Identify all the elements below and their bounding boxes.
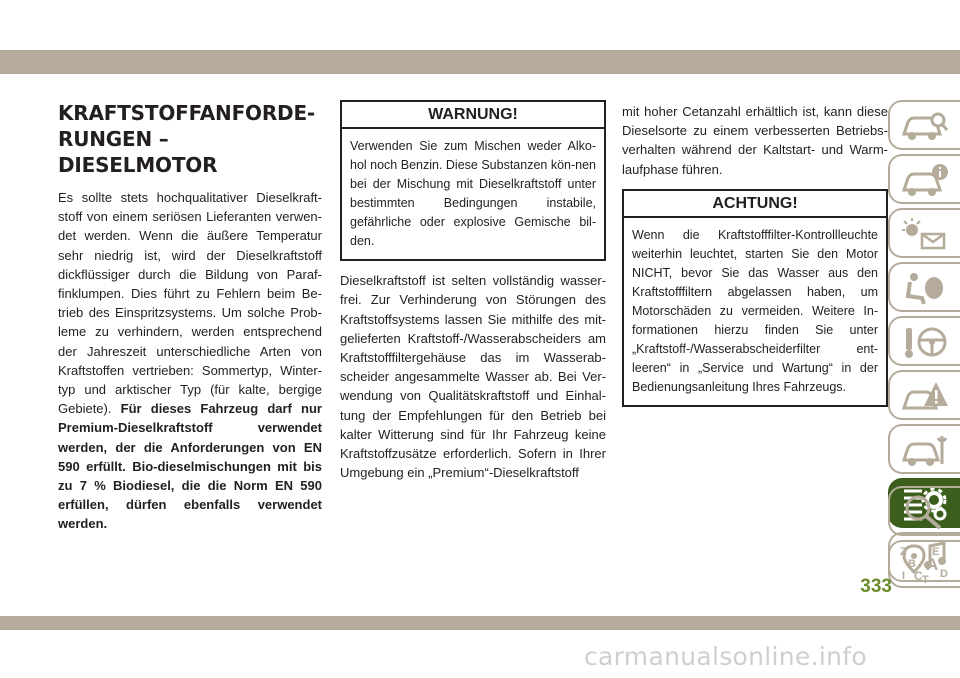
tab-customer-assistance[interactable] bbox=[888, 486, 960, 536]
index-letter: T bbox=[922, 574, 929, 586]
tab-safety[interactable] bbox=[888, 154, 960, 204]
lights-message-icon bbox=[900, 216, 950, 252]
tab-in-emergency[interactable] bbox=[888, 262, 960, 312]
index-letter: Z bbox=[900, 546, 907, 558]
cetane-paragraph: mit hoher Cetanzahl erhältlich ist, kann diese Dieselsorte zu einem verbesserten Betriebs-verhalten während der Kaltstart- und Warm-laufphase führen. bbox=[622, 104, 888, 177]
heading-line-2: RUNGEN – DIESELMOTOR bbox=[58, 127, 218, 177]
index-letter: B bbox=[908, 558, 916, 570]
intro-paragraph bbox=[58, 188, 322, 534]
tab-index[interactable] bbox=[888, 540, 960, 588]
tab-vehicle-overview[interactable] bbox=[888, 100, 960, 150]
header-bar bbox=[0, 50, 960, 74]
warning-box bbox=[340, 100, 606, 261]
tab-warning-lights[interactable] bbox=[888, 208, 960, 258]
tab-roadside[interactable] bbox=[888, 370, 960, 420]
footer-bar bbox=[0, 616, 960, 630]
tab-service-maintenance[interactable] bbox=[888, 424, 960, 474]
column-2 bbox=[340, 100, 606, 482]
caution-text: Wenn die Kraftstofffilter-Kontrollleuchte weiterhin leuchtet, starten Sie den Motor NICHT, bevor Sie das Wasser aus den Kraftstofffiltern abgelassen haben, um Motorschäden zu vermeiden. Weitere In-formationen hierzu finden Sie unter „Kraftstoff-/Wasserabscheiderfilter ent-leeren“ in „Service und Wartung“ in der Bedienungsanleitung Ihres Fahrzeugs. bbox=[632, 228, 878, 395]
section-heading bbox=[58, 100, 322, 178]
magnifier-icon bbox=[900, 494, 950, 530]
column-3 bbox=[622, 102, 888, 417]
car-info-icon bbox=[900, 162, 950, 198]
column-1 bbox=[58, 100, 322, 534]
seat-airbag-icon bbox=[900, 270, 950, 306]
index-letter: A bbox=[926, 555, 939, 574]
caution-title: ACHTUNG! bbox=[624, 191, 886, 218]
fuel-requirement-text: Für dieses Fahrzeug darf nur Premium-Dieselkraftstoff verwendet werden, der die Anforderungen von EN 590 erfüllt. Bio-dieselmischungen mit bis zu 7 % Biodiesel, die die Norm EN 590 erfüllen, dürfen ebenfalls verwendet werden. bbox=[58, 401, 322, 532]
heading-line-1: KRAFTSTOFFANFORDE- bbox=[58, 101, 316, 125]
water-paragraph: Dieselkraftstoff ist selten vollständig wasser-frei. Zur Verhinderung von Störungen des Kraftstoffsystems lassen Sie mithilfe des mit-gelieferten Kraftstoff-/Wasserabscheiders am Kraftstofffiltergehäuse das im Wasserab-scheider angesammelte Wasser ab. Bei Ver-wendung von Qualitätskraftstoff und Einhal-tung der Empfehlungen für den Betrieb bei kalter Witterung sind für Ihr Fahrzeug keine Kraftstoffzusätze erforderlich. Sofern in Ihrer Umgebung ein „Premium“-Dieselkraftstoff bbox=[340, 273, 606, 481]
index-letter: I bbox=[902, 570, 906, 582]
tab-starting-driving[interactable] bbox=[888, 316, 960, 366]
warning-text: Verwenden Sie zum Mischen weder Alko-hol noch Benzin. Diese Substanzen kön-nen bei der Mischung mit Dieselkraftstoff unter bestimmten Bedingungen instabile, gefährliche oder explosive Gemische bil-den. bbox=[350, 139, 596, 249]
caution-box bbox=[622, 189, 888, 407]
steering-wheel-icon bbox=[900, 324, 950, 360]
warning-title: WARNUNG! bbox=[342, 102, 604, 129]
warning-triangle-icon bbox=[900, 378, 950, 414]
index-letter: E bbox=[932, 546, 940, 558]
car-magnify-icon bbox=[900, 108, 950, 144]
watermark: carmanualsonline.info bbox=[584, 642, 867, 671]
page-number: 333 bbox=[860, 576, 892, 597]
index-letter: D bbox=[940, 568, 948, 580]
intro-text: Es sollte stets hochqualitativer Dieselkraft-stoff von einem seriösen Lieferanten verwen-det werden. Wenn die äußere Temperatur sehr niedrig ist, wird der Dieselkraftstoff dickflüssiger durch die Bildung von Paraf-finklumpen. Dies führt zu Fehlern beim Be-trieb des Einspritzsystems. Um solche Prob-leme zu verhindern, werden entsprechend der Jahreszeit unterschiedliche Arten von Kraftstoffen vertrieben: Sommertyp, Winter-typ und arktischer Typ (für kalte, bergige Gebiete). bbox=[58, 190, 322, 417]
car-tools-icon bbox=[900, 432, 950, 468]
index-letter: C bbox=[914, 569, 923, 583]
